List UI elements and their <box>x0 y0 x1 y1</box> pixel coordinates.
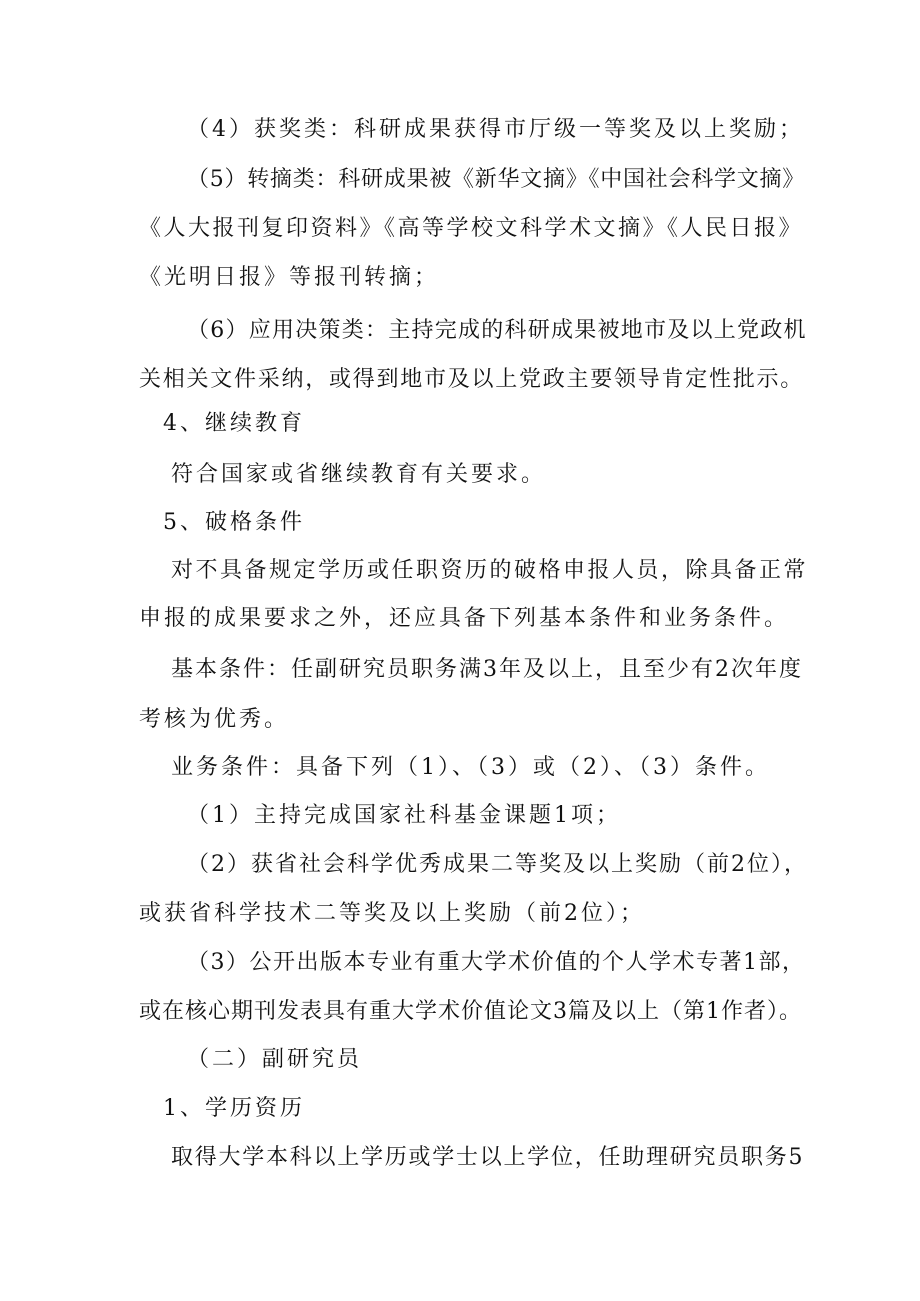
paragraph-line: （6）应用决策类：主持完成的科研成果被地市及以上党政机 <box>187 318 807 343</box>
paragraph-line: （5）转摘类：科研成果被《新华文摘》《中国社会科学文摘》 <box>187 167 805 192</box>
section-heading: 5、破格条件 <box>163 510 305 535</box>
paragraph-line: 基本条件：任副研究员职务满3年及以上，且至少有2次年度 <box>171 657 803 682</box>
section-heading: 4、继续教育 <box>163 411 305 436</box>
paragraph-line: 《光明日报》等报刊转摘； <box>139 265 440 290</box>
paragraph-line: 申报的成果要求之外，还应具备下列基本条件和业务条件。 <box>139 606 790 631</box>
paragraph-line: 或在核心期刊发表具有重大学术价值论文3篇及以上（第1作者）。 <box>139 999 802 1024</box>
paragraph-line: 《人大报刊复印资料》《高等学校文科学术文摘》《人民日报》 <box>139 216 804 241</box>
paragraph-line: 对不具备规定学历或任职资历的破格申报人员，除具备正常 <box>171 558 809 583</box>
section-heading: （二）副研究员 <box>187 1047 363 1072</box>
paragraph-line: 取得大学本科以上学历或学士以上学位，任助理研究员职务5 <box>171 1145 805 1170</box>
paragraph-line: （1）主持完成国家社科基金课题1项； <box>187 803 621 828</box>
paragraph-line: 关相关文件采纳，或得到地市及以上党政主要领导肯定性批示。 <box>139 367 805 392</box>
paragraph-line: （2）获省社会科学优秀成果二等奖及以上奖励（前2位）， <box>187 852 808 877</box>
paragraph-line: 符合国家或省继续教育有关要求。 <box>171 462 547 487</box>
paragraph-line: （4）获奖类：科研成果获得市厅级一等奖及以上奖励； <box>187 117 804 142</box>
paragraph-line: 考核为优秀。 <box>139 707 290 732</box>
section-heading: 1、学历资历 <box>163 1096 305 1121</box>
paragraph-line: 或获省科学技术二等奖及以上奖励（前2位）； <box>139 901 645 926</box>
paragraph-line: 业务条件：具备下列（1）、（3）或（2）、（3）条件。 <box>171 755 770 780</box>
paragraph-line: （3）公开出版本专业有重大学术价值的个人学术专著1部， <box>187 950 806 975</box>
